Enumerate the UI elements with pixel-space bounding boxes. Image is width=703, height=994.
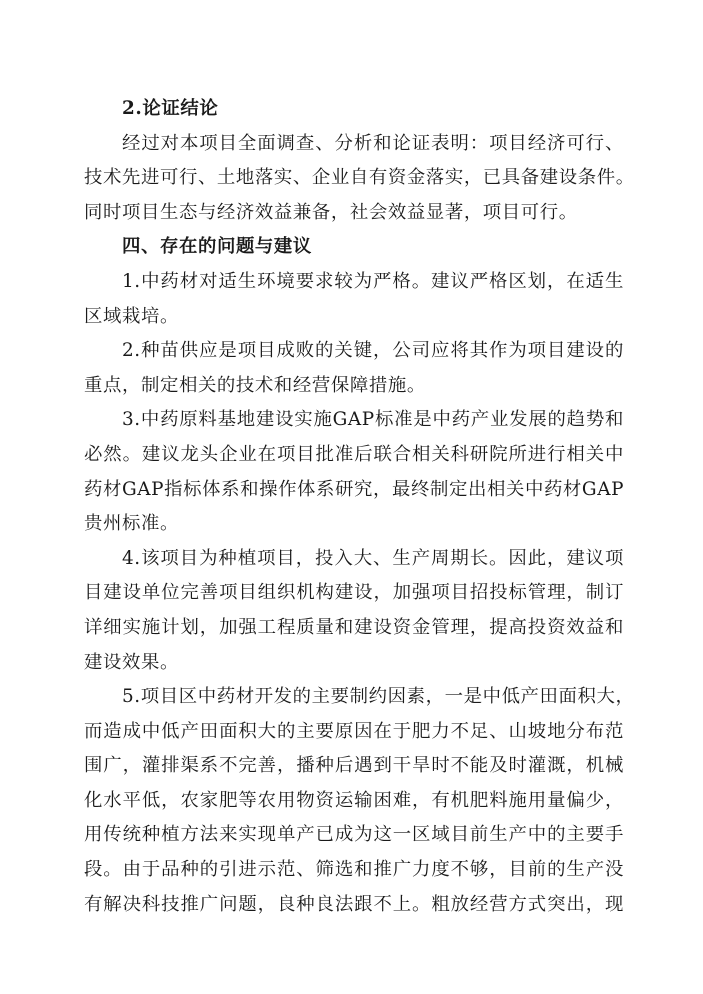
conclusion-paragraph	[84, 127, 635, 231]
section-heading-conclusion: 2.论证结论	[122, 98, 219, 119]
text-line: 5.项目区中药材开发的主要制约因素，一是中低产田面积大，	[122, 686, 635, 708]
text-line: 有解决科技推广问题，良种良法跟不上。粗放经营方式突出，现	[84, 893, 624, 915]
text-line: 技术先进可行、土地落实、企业自有资金落实，已具备建设条件。	[84, 167, 635, 189]
text-line: 重点，制定相关的技术和经营保障措施。	[84, 374, 426, 396]
text-line: 区域栽培。	[84, 305, 179, 327]
text-line: 围广，灌排渠系不完善，播种后遇到干旱时不能及时灌溉，机械	[84, 755, 624, 777]
issue-paragraph-1	[84, 265, 624, 334]
text-line: 而造成中低产田面积大的主要原因在于肥力不足、山坡地分布范	[84, 720, 624, 742]
text-line: 2.种苗供应是项目成败的关键，公司应将其作为项目建设的	[122, 340, 624, 362]
section-heading-issues: 四、存在的问题与建议	[122, 236, 312, 258]
text-line: 建设效果。	[84, 651, 179, 673]
text-line: 1.中药材对适生环境要求较为严格。建议严格区划，在适生	[122, 270, 624, 292]
text-line: 段。由于品种的引进示范、筛选和推广力度不够，目前的生产没	[84, 859, 624, 881]
text-line: 4.该项目为种植项目，投入大、生产周期长。因此，建议项	[122, 547, 624, 569]
text-line: 用传统种植方法来实现单产已成为这一区域目前生产中的主要手	[84, 824, 624, 846]
text-line: 必然。建议龙头企业在项目批准后联合相关科研院所进行相关中	[84, 443, 624, 465]
text-line: 详细实施计划，加强工程质量和建设资金管理，提高投资效益和	[84, 616, 624, 638]
text-line: 同时项目生态与经济效益兼备，社会效益显著，项目可行。	[84, 201, 578, 223]
document-page	[84, 92, 635, 922]
issue-paragraph-4	[84, 542, 624, 680]
text-line: 药材GAP指标体系和操作体系研究，最终制定出相关中药材GAP	[84, 478, 625, 500]
text-line: 贵州标准。	[84, 513, 179, 535]
text-line: 3.中药原料基地建设实施GAP标准是中药产业发展的趋势和	[122, 409, 624, 431]
issue-paragraph-3	[84, 403, 624, 541]
text-line: 经过对本项目全面调查、分析和论证表明：项目经济可行、	[122, 132, 624, 154]
issue-paragraph-5	[84, 680, 635, 922]
text-line: 化水平低，农家肥等农用物资运输困难，有机肥料施用量偏少，	[84, 789, 624, 811]
issue-paragraph-2	[84, 334, 624, 403]
text-line: 目建设单位完善项目组织机构建设，加强项目招投标管理，制订	[84, 582, 624, 604]
